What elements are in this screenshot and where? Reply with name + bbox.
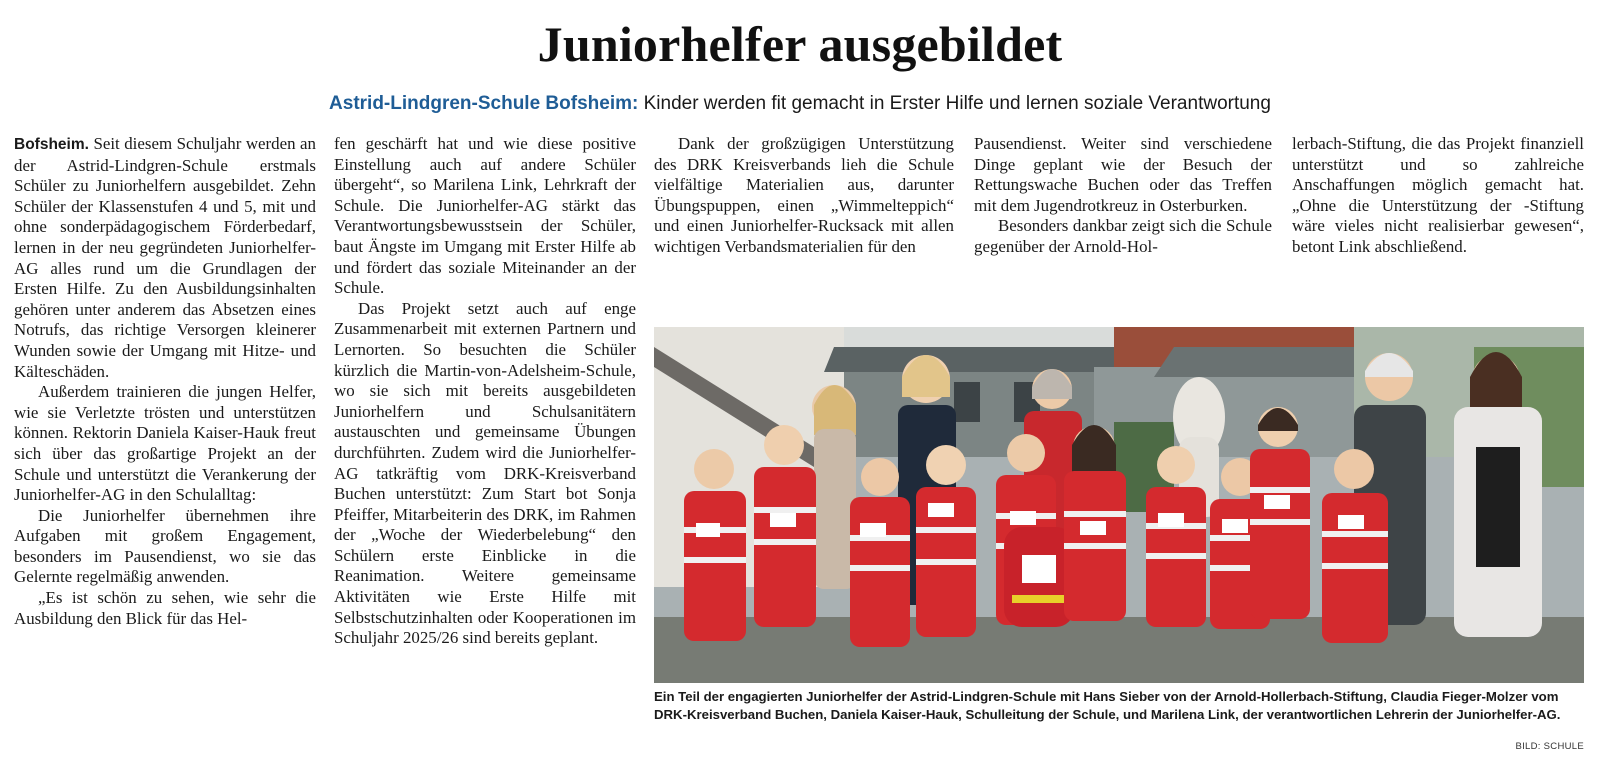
paragraph: Die Juniorhelfer übernehmen ihre Aufgaben mit großem Engagement, besonders im Pausendienst, wo sie das Gelernte regelmäßig anwenden.	[14, 505, 316, 587]
column-3	[654, 134, 954, 258]
dateline: Bofsheim.	[14, 136, 89, 153]
paragraph: Bofsheim. Seit diesem Schuljahr werden an der Astrid-Lindgren-Schule erstmals Schüler zu Juniorhelfern ausgebildet. Zehn Schüler der Klassenstufen 4 und 5, mit und ohne sonderpädagogischem Förderbedarf, lernen in der neu gegründeten Juniorhelfer-AG alles rund um die Grundlagen der Ersten Hilfe. Zu den Ausbildungsinhalten gehören unter anderem das Absetzen eines Notrufs, das richtige Versorgen kleinerer Wunden sowie der Umgang mit Hitze- und Kälteschäden.	[14, 134, 316, 381]
kicker: Astrid-Lindgren-Schule Bofsheim:	[329, 93, 639, 114]
headline: Juniorhelfer ausgebildet	[537, 16, 1063, 72]
paragraph: „Es ist schön zu sehen, wie sehr die Ausbildung den Blick für das Hel-	[14, 588, 316, 628]
photo-caption: Ein Teil der engagierten Juniorhelfer der Astrid-Lindgren-Schule mit Hans Sieber von der Arnold-Hollerbach-Stiftung, Claudia Fieger-Molzer vom DRK-Kreisverband Buchen, Daniela Kaiser-Hauk, Schulleitung der Schule, und Marilena Link, der verantwortlichen Lehrerin der Juniorhelfer-AG.	[654, 689, 1561, 722]
column-4	[974, 134, 1272, 258]
photo-credit: BILD: SCHULE	[1515, 741, 1584, 752]
paragraph: Dank der großzügigen Unterstützung des DRK Kreisverbands lieh die Schule vielfältige Materialien aus, darunter Übungspuppen, einen „Wimmelteppich“ und einen Juniorhelfer-Rucksack mit allen wichtigen Verbandsmaterialien für den	[654, 134, 954, 256]
paragraph: Das Projekt setzt auch auf enge Zusammenarbeit mit externen Partnern und Lernorten. So besuchten die Schüler kürzlich die Martin-von-Adelsheim-Schule, wo sie sich mit bereits ausgebildeten Juniorhelfern und Schulsanitätern austauschten und gemeinsame Übungen durchführten. Zudem wird die Juniorhelfer-AG tatkräftig vom DRK-Kreisverband Buchen unterstützt: Zum Start bot Sonja Pfeiffer, Mitarbeiterin des DRK, im Rahmen der „Woche der Wiederbelebung“ den Schülern erste Einblicke in die Reanimation. Weitere gemeinsame Aktivitäten wie Erste Hilfe mit Selbstschutzinhalten oder Kooperationen im Schuljahr 2025/26 sind bereits geplant.	[334, 298, 636, 648]
subheadline-line	[0, 92, 1600, 116]
paragraph: fen geschärft hat und wie diese positive Einstellung auch auf andere Schüler übergeht“, so Marilena Link, Lehrkraft der Schule. Die Juniorhelfer-AG stärkt das Verantwortungsbewusstsein der Schüler, baut Ängste im Umgang mit Erster Hilfe ab und fördert das soziale Miteinander an der Schule.	[334, 134, 636, 298]
paragraph: Pausendienst. Weiter sind verschiedene Dinge geplant wie der Besuch der Rettungswache Buchen oder das Treffen mit dem Jugendrotkreuz in Osterburken.	[974, 134, 1272, 215]
subheadline: Kinder werden fit gemacht in Erster Hilfe und lernen soziale Verantwortung	[643, 93, 1271, 114]
paragraph: Besonders dankbar zeigt sich die Schule gegenüber der Arnold-Hol-	[974, 216, 1272, 256]
column-5	[1292, 134, 1584, 258]
column-1	[14, 134, 316, 629]
paragraph: lerbach-Stiftung, die das Projekt finanziell unterstützt und so zahlreiche Anschaffungen möglich gemacht hat. „Ohne die Unterstützung der -Stiftung wäre vieles nicht realisierbar gewesen“, betont Link abschließend.	[1292, 134, 1584, 256]
group-photo	[654, 327, 1584, 683]
group-photo-illustration	[654, 327, 1584, 683]
column-2	[334, 134, 636, 649]
paragraph: Außerdem trainieren die jungen Helfer, wie sie Verletzte trösten und unterstützen können. Rektorin Daniela Kaiser-Hauk freut sich über das großartige Projekt an der Schule und unterstützt die Verankerung der Juniorhelfer-AG in den Schulalltag:	[14, 382, 316, 505]
